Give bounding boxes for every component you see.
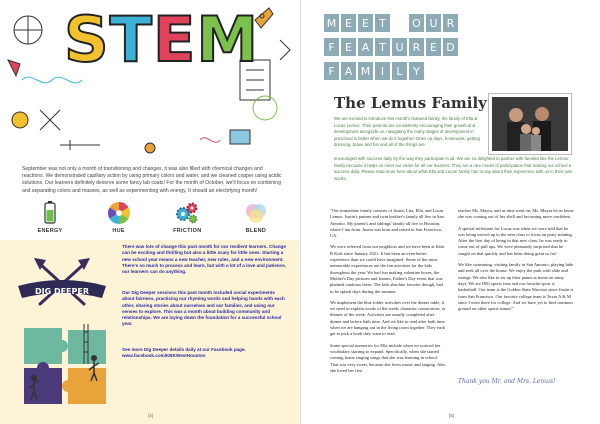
icon-blend	[228, 200, 284, 234]
stem-letter-e: E	[152, 3, 197, 76]
banner-tile: U	[426, 14, 441, 32]
banner-tile: M	[358, 62, 373, 80]
stem-letter-m: M	[196, 3, 260, 76]
family-title: The Lemus Family	[334, 94, 487, 112]
battery-icon	[37, 200, 63, 226]
stem-title	[64, 4, 259, 76]
banner-line-3	[324, 62, 424, 80]
banner-tile: Y	[409, 62, 424, 80]
family-intro: We are excited to introduce this month's featured family, the family of Ella & Lucas Lemus. Their parents are consistently encouraging their growth and development alongside us, navigating the many stages of development in preschool is better when we do it together! Ones up days, homework, getting dressing, brave and fun and all of the things are	[334, 116, 480, 148]
stem-icons	[22, 200, 284, 234]
banner-tile: U	[392, 38, 407, 56]
banner-tile: R	[409, 38, 424, 56]
color-wheel-icon	[106, 200, 132, 226]
icon-label-friction: FRICTION	[173, 228, 202, 234]
signoff: Thank you Mr. and Mrs. Lemus!	[458, 378, 556, 385]
banner-tile: F	[324, 62, 339, 80]
family-story-column-2	[458, 208, 574, 317]
family-story-column-1	[330, 208, 446, 379]
story-paragraph: teacher Ms. Mayra, and as time went on, Ms. Mayra let us know she was coming out of her shell and becoming more confident.	[458, 208, 574, 220]
puzzle-illustration	[14, 318, 118, 414]
banner-tile: O	[409, 14, 424, 32]
icon-energy	[22, 200, 78, 234]
dig-deeper-logo	[10, 256, 114, 316]
paint-blend-icon	[243, 200, 269, 226]
icon-hue	[91, 200, 147, 234]
banner-tile: E	[341, 38, 356, 56]
banner-tile: T	[375, 38, 390, 56]
banner-tile: E	[341, 14, 356, 32]
banner-tile: T	[375, 14, 390, 32]
banner-tile: E	[358, 14, 373, 32]
banner-tile: L	[392, 62, 407, 80]
dig-deeper-paragraph-3: See more Dig Deeper details daily at our Facebook page. www.facebook.com/KBKWestHouston	[122, 347, 246, 359]
dig-deeper-logo-text: DIG DEEPER	[34, 287, 90, 296]
icon-label-hue: HUE	[112, 228, 125, 234]
banner-tile: F	[324, 38, 339, 56]
icon-friction	[159, 200, 215, 234]
banner-tile: I	[375, 62, 390, 80]
stem-intro: September was not only a month of transitioning and changes, it was also filled with chemical changes and reactions. We demonstrated capillary action by using primary colors and water, and we cleaned copper using acidic solutions. Our learners definitely deserve some fancy lab coats! For the month of October, we'll focus on combining and separating colors and masses, as well as experimenting with energy. It should an electrifying month!	[22, 166, 282, 194]
banner-gap	[392, 14, 407, 32]
banner-tile: A	[341, 62, 356, 80]
story-paragraph: A special milestone for Lucas was when we were told that he was being moved up to the next class to focus on potty training. After the first day of being in that new class, he was ready to come out of pull ups. We were pleasantly surprised that he caught on that quickly and has been doing great so far!	[458, 225, 573, 256]
page-number-right: [5]	[449, 413, 455, 418]
stem-letter-t: T	[109, 3, 153, 76]
family-intro-continued: encouraged with success daily by the way they participate in all. We are so delighted to partner with families like the Lemus family because it helps us meet our vision for all our learners. They are a rare model of participation that making our school a success daily. Please read more here about what Ella and Lucas' family has to say about their experience with us in their own words.	[334, 156, 573, 181]
icon-label-blend: BLEND	[245, 228, 267, 234]
story-paragraph: We were referred from our neighbors and we have been at Kids R Kids since January 2021. It has been an even better experience than we could have imagined. Some of the most memorable experiences are the fun activities for the kids throughout the year. We had fun making valentine boxes, the Mother's Day pictures and frames, Father's Day event that was planned outdoors these. The kids absolute favorite though, had to be splash days during the summer.	[330, 244, 445, 294]
story-paragraph: "Our immediate family consists of Justin, Lita, Ella, and Lucas Lemus. Justin's partner and twin brother's family all live in San Antonio. My parent's and siblings' family all live in Houston, where I am from. Justin was born and raised in San Francisco, CA.	[330, 208, 444, 239]
banner-tile: E	[426, 38, 441, 56]
story-paragraph: Some special memories for Ella include when we noticed her vocabulary starting to expand. Specifically, when she started coming home singing songs that she was learning in school. That was very sweet, because she loves music and singing. Also she loved her first	[330, 342, 446, 373]
icon-label-energy: ENERGY	[37, 228, 63, 234]
story-paragraph: We like swimming, visiting family in San Antonio, playing hide and seek all over the house. We enjoy the park with slide and swings. We also like to set up their paints at home on rainy days. We are IHG sports fans and our favorite sport is basketball. Our team is the Golden State Warriors since Justin is from San Francisco. Our favorite college team is Texas A & M since I went there for college. And we have yet to find common ground on other sports teams!"	[458, 262, 574, 312]
gears-icon	[174, 200, 200, 226]
story-paragraph: We implement the blue folder activities over the dinner table, if we need to explain words of the week, character connections, or themes of the week. Activities are usually completed after dinner and before bath time. And we like to read after bath time when we are hanging out in the living room together. They each get to pick a book they want to read.	[330, 299, 446, 337]
family-photo-image	[492, 97, 568, 151]
banner-line-2	[324, 38, 458, 56]
dig-deeper-paragraph-2: Our Dig Deeper sessions this past month included social experiments about fairness, practicing our rhyming words and helping hands with each other, sharing stories about ourselves and our families, and using our senses to explore. This was a month about building community and relationships. We are laying down the foundation for a successful school year.	[122, 290, 285, 327]
banner-line-1	[324, 14, 458, 32]
family-photo	[489, 94, 571, 154]
dig-deeper-paragraph-1: There was lots of change this past month for our resilient learners. Change can be exciting and thrilling but also a little scary for little ones. Starting a new school year means a new teacher, new rules, and a new environment. There's so much to process and learn, but with a lot of a love and patience, our learners can do anything.	[122, 244, 286, 275]
banner-tile: R	[443, 14, 458, 32]
stem-letter-s: S	[64, 3, 110, 76]
banner-tile: D	[443, 38, 458, 56]
banner-tile: A	[358, 38, 373, 56]
banner-tile: M	[324, 14, 339, 32]
page-number-left: [4]	[148, 413, 154, 418]
